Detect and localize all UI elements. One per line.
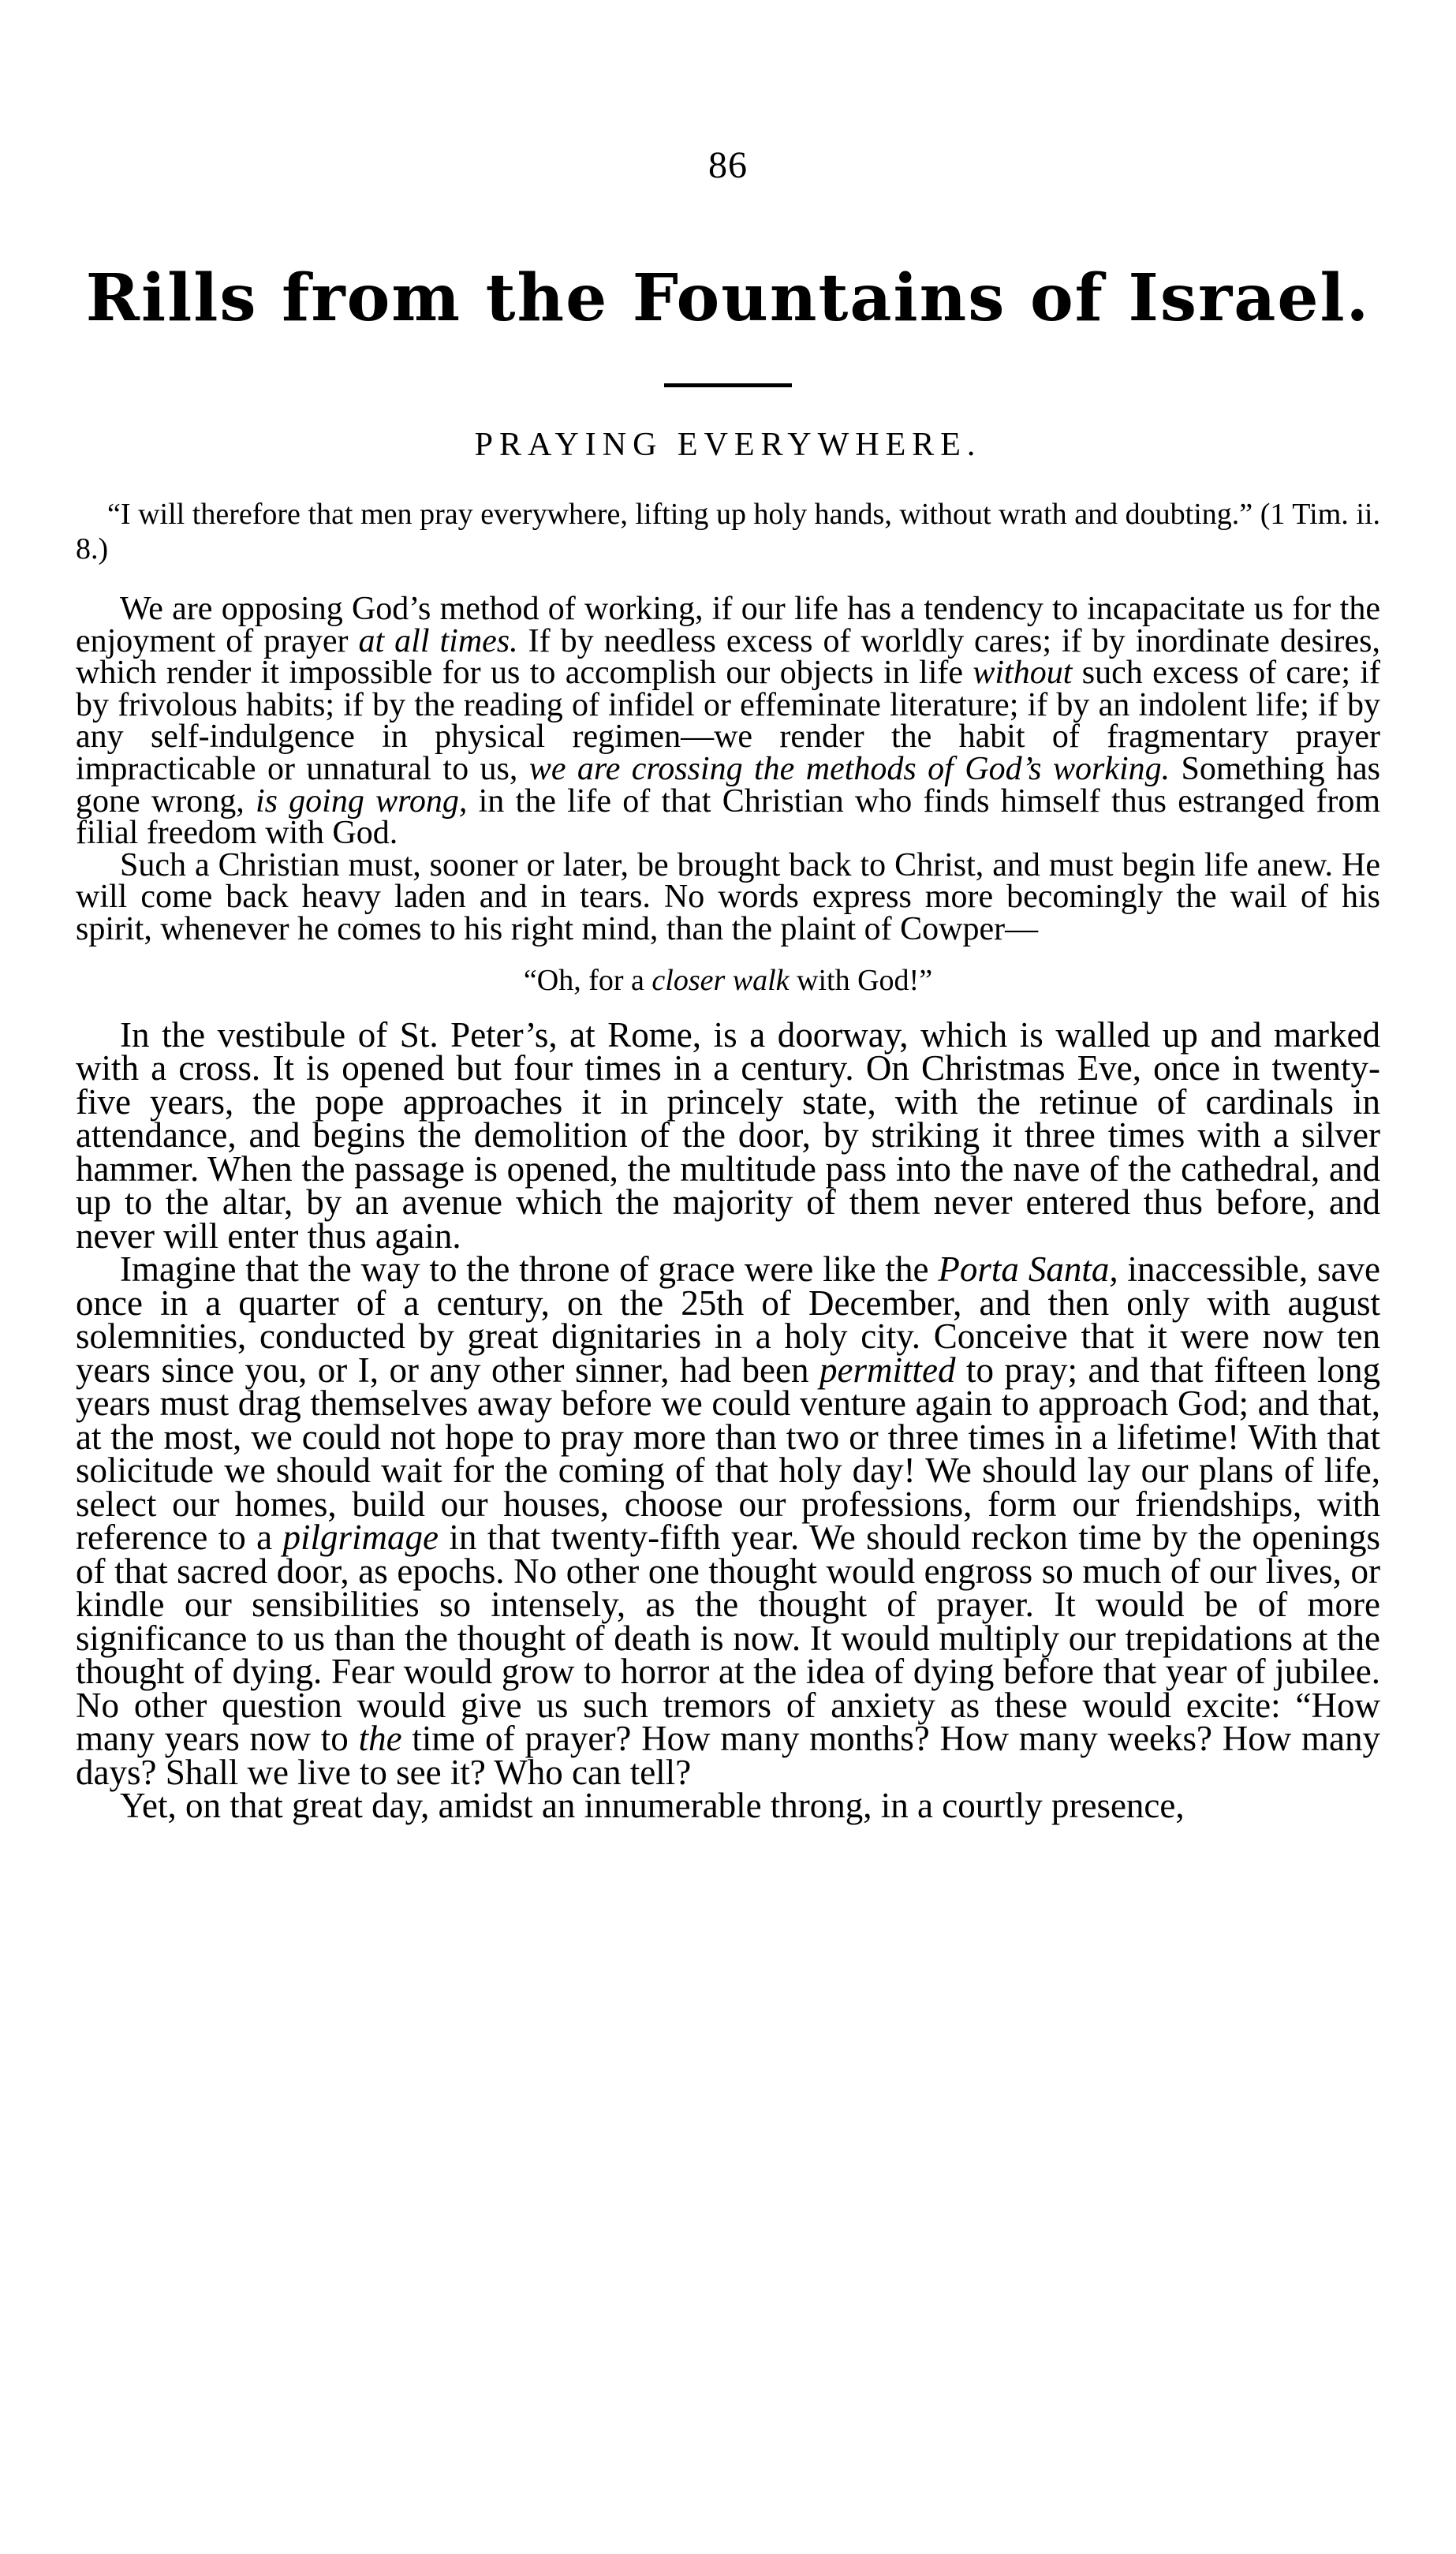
italic-run: without [973,655,1073,692]
text-run: We are opposing God’s method of working, if our life has a tendency to incapacitate us for the enjoyment of prayer [76,591,1380,659]
italic-run: closer walk [651,963,790,997]
italic-run: is going wrong, [255,782,468,820]
text-run: If by needless excess of worldly cares; if by inordinate desires, which render it impossible for us to accomplish our objects in life [76,622,1380,692]
epigraph: “I will therefore that men pray everywhere, lifting up holy hands, without wrath and doubting.” (1 Tim. ii. 8.) [76,498,1380,566]
paragraph-5: Yet, on that great day, amidst an innumerable throng, in a courtly presence, [120,1786,1185,1826]
italic-run: the [358,1719,402,1759]
cowper-quote [76,963,1380,998]
text-run: with God!” [789,963,933,997]
paragraph-3: In the vestibule of St. Peter’s, at Rome, is a doorway, which is walled up and marked with a cross. It is opened but four times in a century. On Christmas Eve, once in twenty-five years, the pope approaches it in princely state, with the retinue of cardinals in attendance, and begins the demolition of the door, by striking it three times with a silver hammer. When the passage is opened, the multitude pass into the nave of the cathedral, and up to the altar, by an avenue which the majority of them never entered thus before, and never will enter thus again. [76,1014,1380,1256]
body-text [76,591,1381,1826]
page-number: 86 [708,144,748,186]
text-run: “Oh, for a [523,963,652,997]
paragraph-2: Such a Christian must, sooner or later, be brought back to Christ, and must begin life anew. He will come back heavy laden and in tears. No words express more becomingly the wail of his spirit, whenever he comes to his right mind, than the plaint of Cowper— [76,846,1380,947]
text-run: inaccessible, save once in a quarter of a century, on the 25th of December, and then only with august solemnities, conducted by great dignitaries in a holy city. Conceive that it were now ten years since you, or I, or any other sinner, had been [76,1249,1381,1390]
heading-divider [664,383,792,387]
italic-run: we are crossing the methods of God’s working. [528,750,1170,787]
italic-run: permitted [819,1350,956,1390]
first-section [76,593,1380,946]
text-run: in that twenty-fifth year. We should reckon time by the openings of that sacred door, as epochs. No other one thought would engross so much of our lives, or kindle our sensibilities so intensely, as the thought of prayer. It would be of more significance to us than the thought of death is now. It would multiply our trepidations at the thought of dying. Fear would grow to horror at the idea of dying before that year of jubilee. No other question would give us such tremors of anxiety as these would excite: “How many years now to [76,1518,1380,1759]
paragraph-1 [76,591,1381,852]
text-run: to pray; and that fifteen long years must drag themselves away before we could venture again to approach God; and that, at the most, we could not hope to pray more than two or three times in a lifetime! With that solicitude we should wait for the coming of that holy day! We should lay our plans of life, select our homes, build our houses, choose our professions, form our friendships, with reference to a [76,1350,1381,1558]
text-run: in the life of that Christian who finds himself thus estranged from filial freedom with God. [76,782,1380,852]
page-heading: Rills from the Fountains of Israel. [85,260,1371,336]
italic-run: at all times. [358,622,518,659]
italic-run: Porta Santa, [938,1249,1118,1290]
second-section [76,1014,1381,1826]
text-run: Imagine that the way to the throne of grace were like the [120,1249,939,1290]
paragraph-4 [76,1249,1381,1792]
text-run: Something has gone wrong, [76,750,1380,820]
italic-run: pilgrimage [282,1518,439,1558]
section-title: PRAYING EVERYWHERE. [474,427,982,463]
text-run: such excess of care; if by frivolous habits; if by the reading of infidel or effeminate literature; if by an indolent life; if by any self-indulgence in physical regimen—we render the habit of fragmentary prayer impracticable or unnatural to us, [76,655,1381,787]
text-run: time of prayer? How many months? How many weeks? How many days? Shall we live to see it? Who can tell? [76,1719,1381,1792]
